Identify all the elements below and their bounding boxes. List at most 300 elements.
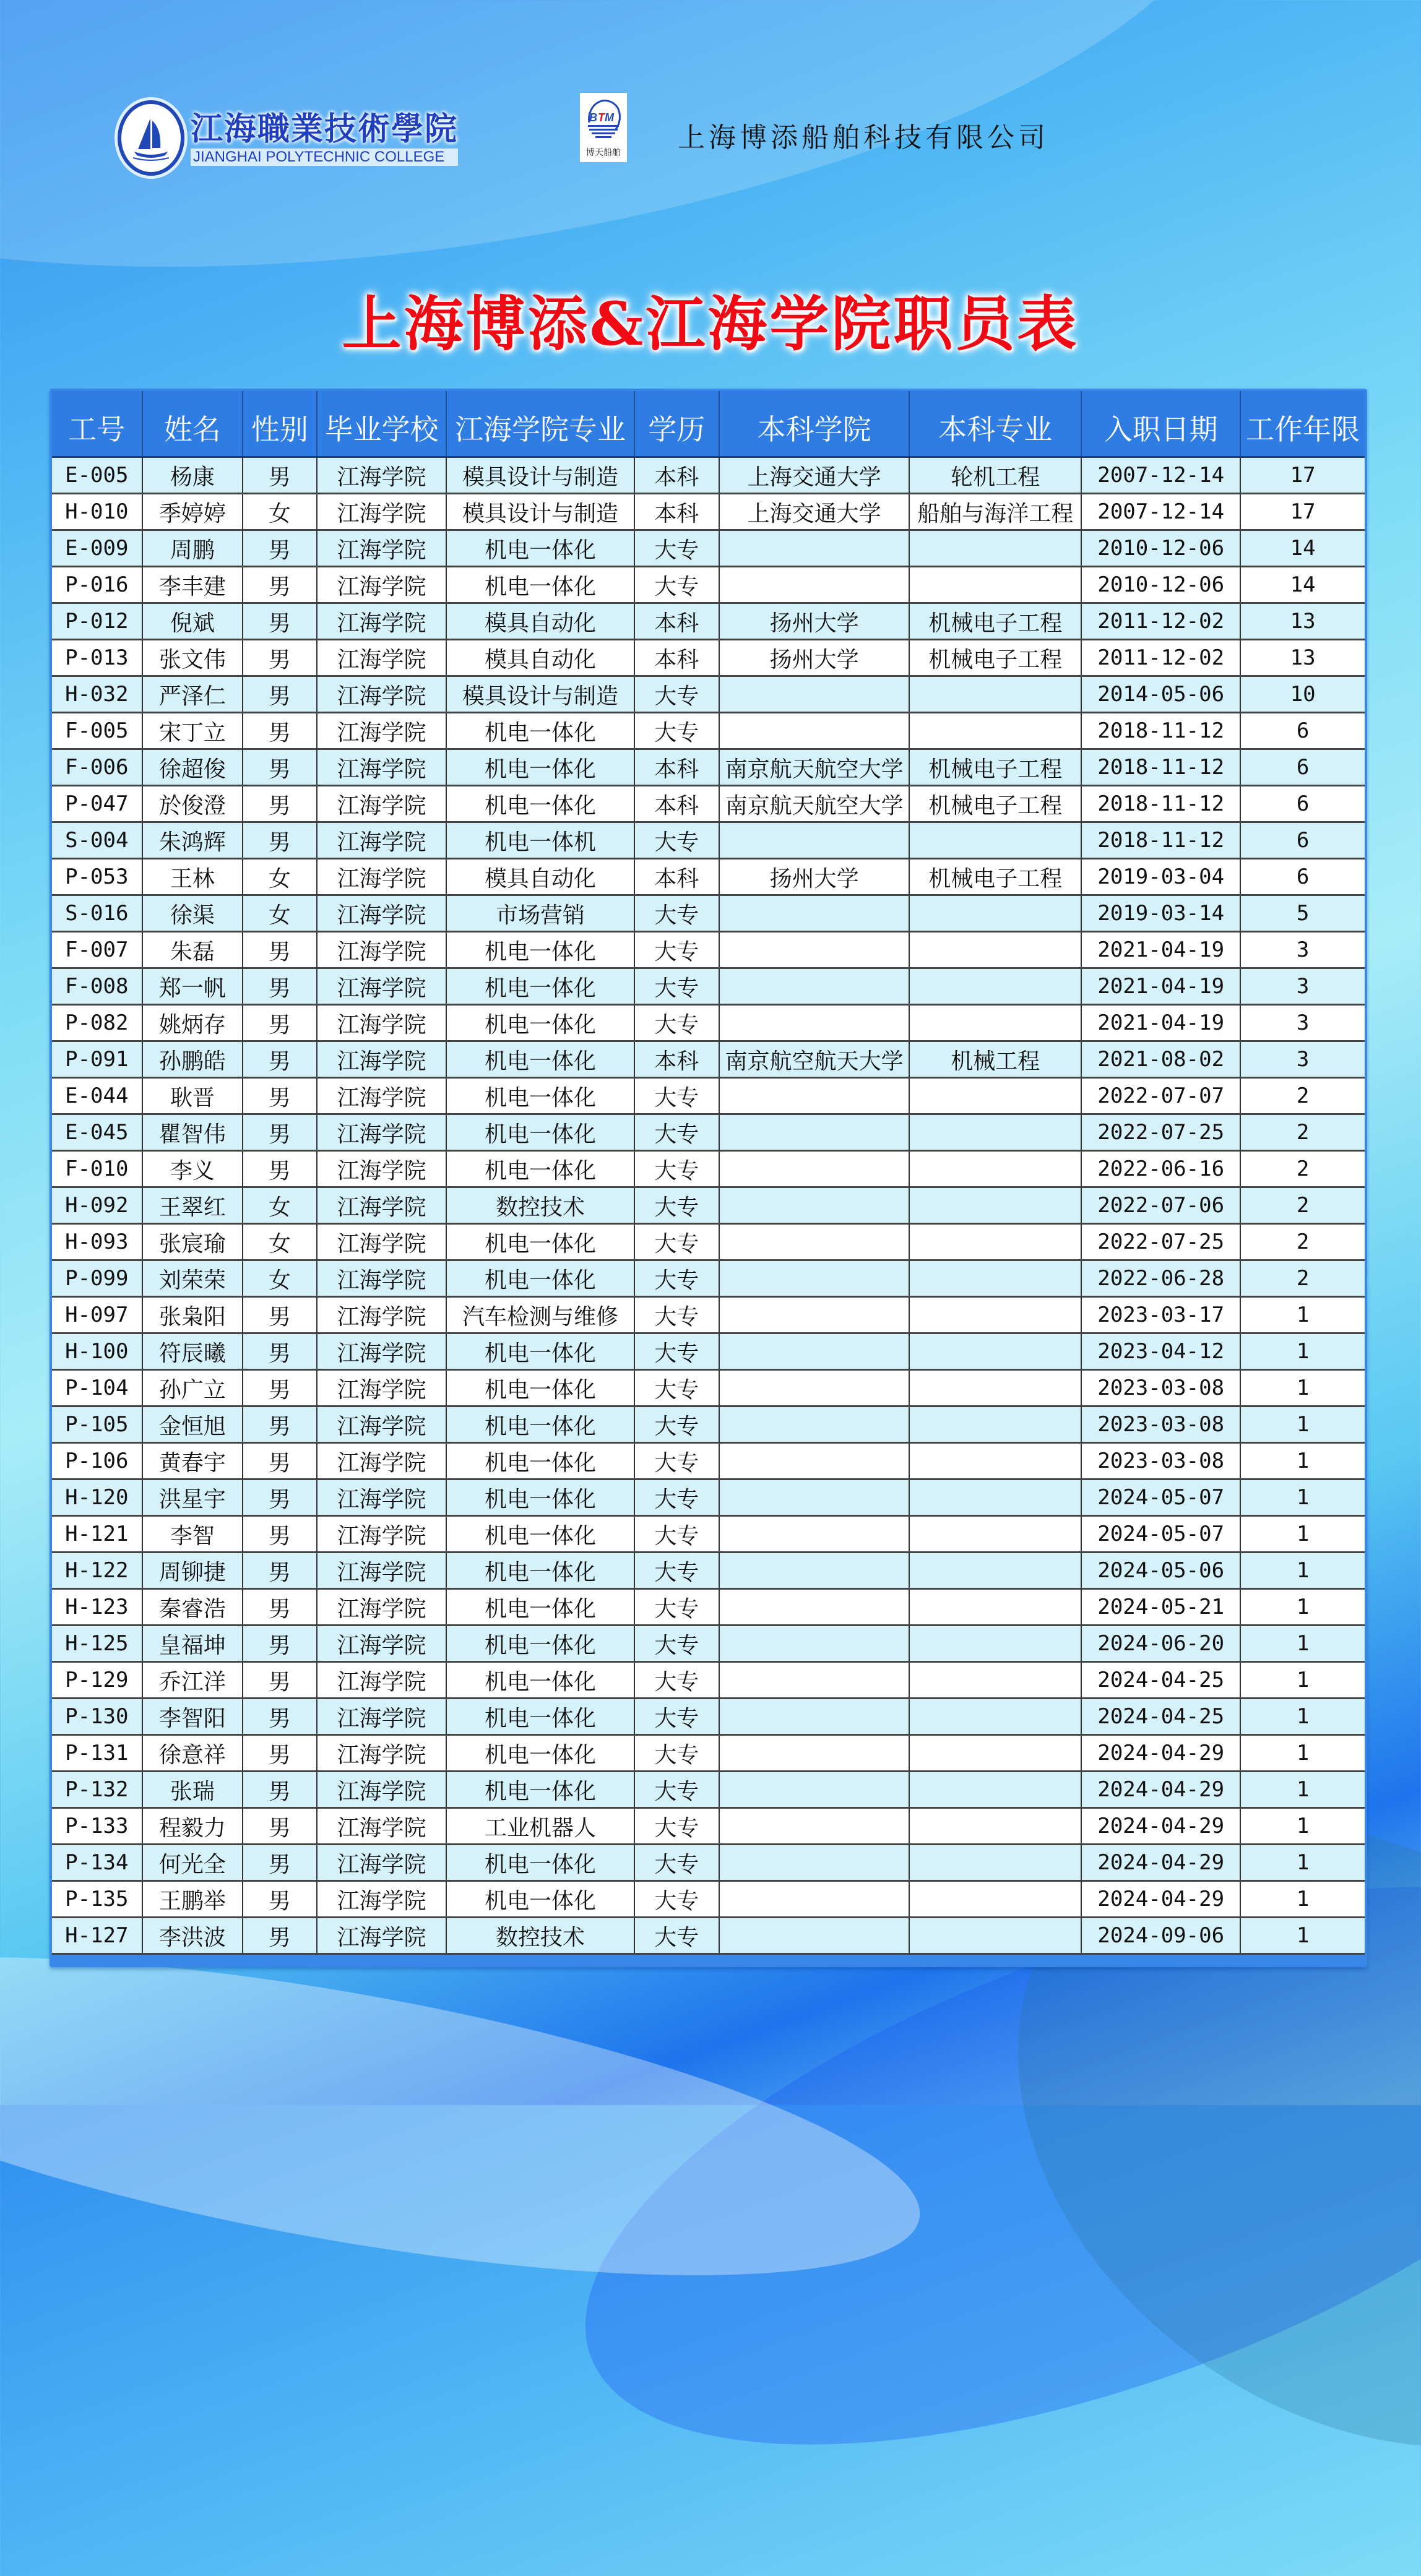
table-row <box>52 1735 1365 1772</box>
cell-name: 於俊澄 <box>142 786 243 822</box>
table-row <box>52 1114 1365 1151</box>
table-row <box>52 1662 1365 1699</box>
cell-name: 周鹏 <box>142 530 243 567</box>
cell-bachelor-major <box>909 932 1081 968</box>
cell-gender: 男 <box>243 1772 316 1808</box>
cell-degree: 大专 <box>634 1260 720 1297</box>
column-header-degree: 学历 <box>634 391 720 457</box>
cell-school: 江海学院 <box>317 1297 447 1333</box>
table-row <box>52 1151 1365 1187</box>
cell-jh-major: 机电一体化 <box>446 1735 634 1772</box>
cell-gender: 男 <box>243 749 316 786</box>
cell-bachelor-college <box>719 713 909 749</box>
cell-degree: 大专 <box>634 1151 720 1187</box>
cell-degree: 本科 <box>634 603 720 640</box>
header <box>0 93 1421 173</box>
cell-jh-major: 机电一体化 <box>446 932 634 968</box>
cell-bachelor-major <box>909 1845 1081 1881</box>
cell-gender: 男 <box>243 1808 316 1845</box>
cell-school: 江海学院 <box>317 530 447 567</box>
cell-school: 江海学院 <box>317 1370 447 1406</box>
column-header-gender: 性别 <box>243 391 316 457</box>
cell-bachelor-college <box>719 1589 909 1626</box>
cell-bachelor-major <box>909 1735 1081 1772</box>
table-row <box>52 494 1365 530</box>
cell-gender: 男 <box>243 1516 316 1553</box>
cell-bachelor-college <box>719 1297 909 1333</box>
cell-bachelor-major <box>909 1589 1081 1626</box>
column-header-id: 工号 <box>52 391 142 457</box>
cell-name: 金恒旭 <box>142 1406 243 1443</box>
cell-gender: 男 <box>243 1005 316 1041</box>
cell-hire-date: 2024-05-06 <box>1081 1553 1240 1589</box>
cell-degree: 大专 <box>634 1553 720 1589</box>
cell-id: P-091 <box>52 1041 142 1078</box>
table-row <box>52 1808 1365 1845</box>
cell-school: 江海学院 <box>317 1041 447 1078</box>
cell-jh-major: 机电一体化 <box>446 1443 634 1480</box>
cell-bachelor-college <box>719 1699 909 1735</box>
cell-jh-major: 机电一体化 <box>446 1699 634 1735</box>
cell-hire-date: 2011-12-02 <box>1081 640 1240 676</box>
cell-id: E-044 <box>52 1078 142 1114</box>
cell-school: 江海学院 <box>317 1918 447 1954</box>
table-row <box>52 968 1365 1005</box>
cell-hire-date: 2007-12-14 <box>1081 494 1240 530</box>
table-row <box>52 822 1365 859</box>
cell-bachelor-major <box>909 1260 1081 1297</box>
cell-school: 江海学院 <box>317 457 447 494</box>
cell-name: 郑一帆 <box>142 968 243 1005</box>
cell-gender: 男 <box>243 530 316 567</box>
cell-jh-major: 模具设计与制造 <box>446 494 634 530</box>
table-row <box>52 1297 1365 1333</box>
cell-hire-date: 2021-04-19 <box>1081 1005 1240 1041</box>
cell-hire-date: 2024-04-29 <box>1081 1845 1240 1881</box>
cell-hire-date: 2023-03-08 <box>1081 1406 1240 1443</box>
cell-gender: 男 <box>243 676 316 713</box>
table-row <box>52 530 1365 567</box>
cell-bachelor-major: 机械电子工程 <box>909 859 1081 895</box>
cell-gender: 女 <box>243 895 316 932</box>
cell-gender: 男 <box>243 1589 316 1626</box>
table-row <box>52 1626 1365 1662</box>
table-row <box>52 1370 1365 1406</box>
cell-years: 3 <box>1240 968 1365 1005</box>
cell-id: P-105 <box>52 1406 142 1443</box>
table-row <box>52 932 1365 968</box>
cell-id: P-129 <box>52 1662 142 1699</box>
column-header-bachelor-major: 本科专业 <box>909 391 1081 457</box>
table-row <box>52 1005 1365 1041</box>
cell-bachelor-college <box>719 1406 909 1443</box>
staff-table-container <box>50 389 1367 1967</box>
cell-hire-date: 2024-04-29 <box>1081 1808 1240 1845</box>
cell-bachelor-college <box>719 1662 909 1699</box>
cell-school: 江海学院 <box>317 749 447 786</box>
cell-bachelor-major <box>909 1480 1081 1516</box>
cell-hire-date: 2019-03-04 <box>1081 859 1240 895</box>
cell-gender: 女 <box>243 494 316 530</box>
cell-degree: 大专 <box>634 1480 720 1516</box>
cell-school: 江海学院 <box>317 1224 447 1260</box>
svg-text:T: T <box>598 111 605 124</box>
cell-bachelor-college <box>719 1114 909 1151</box>
cell-bachelor-major <box>909 1918 1081 1954</box>
cell-school: 江海学院 <box>317 822 447 859</box>
cell-bachelor-major <box>909 530 1081 567</box>
cell-hire-date: 2024-04-29 <box>1081 1772 1240 1808</box>
cell-hire-date: 2019-03-14 <box>1081 895 1240 932</box>
cell-jh-major: 机电一体化 <box>446 749 634 786</box>
cell-name: 王翠红 <box>142 1187 243 1224</box>
cell-hire-date: 2018-11-12 <box>1081 749 1240 786</box>
cell-hire-date: 2010-12-06 <box>1081 530 1240 567</box>
cell-degree: 本科 <box>634 859 720 895</box>
cell-id: P-135 <box>52 1881 142 1918</box>
cell-gender: 男 <box>243 1078 316 1114</box>
table-row <box>52 603 1365 640</box>
cell-jh-major: 机电一体化 <box>446 1005 634 1041</box>
cell-jh-major: 机电一体化 <box>446 1881 634 1918</box>
cell-bachelor-major <box>909 822 1081 859</box>
cell-jh-major: 模具设计与制造 <box>446 457 634 494</box>
cell-id: H-127 <box>52 1918 142 1954</box>
cell-gender: 男 <box>243 1443 316 1480</box>
cell-gender: 男 <box>243 1041 316 1078</box>
cell-degree: 大专 <box>634 1333 720 1370</box>
table-row <box>52 1041 1365 1078</box>
cell-jh-major: 数控技术 <box>446 1918 634 1954</box>
cell-id: P-133 <box>52 1808 142 1845</box>
cell-id: E-009 <box>52 530 142 567</box>
cell-jh-major: 数控技术 <box>446 1187 634 1224</box>
cell-gender: 男 <box>243 1699 316 1735</box>
cell-name: 姚炳存 <box>142 1005 243 1041</box>
cell-years: 17 <box>1240 457 1365 494</box>
cell-school: 江海学院 <box>317 1626 447 1662</box>
cell-school: 江海学院 <box>317 1589 447 1626</box>
cell-degree: 大专 <box>634 1005 720 1041</box>
cell-bachelor-major <box>909 1662 1081 1699</box>
cell-hire-date: 2024-05-07 <box>1081 1516 1240 1553</box>
cell-gender: 男 <box>243 1626 316 1662</box>
cell-bachelor-college <box>719 1626 909 1662</box>
cell-bachelor-college <box>719 1845 909 1881</box>
cell-years: 2 <box>1240 1114 1365 1151</box>
cell-years: 3 <box>1240 1041 1365 1078</box>
cell-id: F-006 <box>52 749 142 786</box>
cell-gender: 男 <box>243 1918 316 1954</box>
cell-school: 江海学院 <box>317 1662 447 1699</box>
cell-name: 张宸瑜 <box>142 1224 243 1260</box>
cell-bachelor-major: 机械工程 <box>909 1041 1081 1078</box>
cell-id: H-125 <box>52 1626 142 1662</box>
cell-bachelor-college <box>719 1224 909 1260</box>
cell-degree: 大专 <box>634 1772 720 1808</box>
table-row <box>52 1845 1365 1881</box>
cell-years: 1 <box>1240 1881 1365 1918</box>
cell-school: 江海学院 <box>317 1114 447 1151</box>
cell-bachelor-major <box>909 895 1081 932</box>
table-row <box>52 1516 1365 1553</box>
cell-degree: 大专 <box>634 567 720 603</box>
cell-gender: 男 <box>243 1480 316 1516</box>
cell-id: P-134 <box>52 1845 142 1881</box>
table-header-row <box>52 391 1365 457</box>
cell-bachelor-major <box>909 1516 1081 1553</box>
cell-id: E-005 <box>52 457 142 494</box>
cell-bachelor-college <box>719 1772 909 1808</box>
cell-bachelor-college <box>719 1516 909 1553</box>
cell-degree: 大专 <box>634 822 720 859</box>
cell-bachelor-college <box>719 1151 909 1187</box>
cell-jh-major: 机电一体化 <box>446 1480 634 1516</box>
cell-years: 1 <box>1240 1480 1365 1516</box>
cell-bachelor-college <box>719 1005 909 1041</box>
cell-degree: 本科 <box>634 494 720 530</box>
cell-bachelor-major <box>909 1808 1081 1845</box>
cell-years: 13 <box>1240 640 1365 676</box>
cell-id: P-099 <box>52 1260 142 1297</box>
cell-name: 季婷婷 <box>142 494 243 530</box>
cell-bachelor-major <box>909 1151 1081 1187</box>
cell-bachelor-major: 轮机工程 <box>909 457 1081 494</box>
cell-degree: 大专 <box>634 1881 720 1918</box>
cell-degree: 本科 <box>634 457 720 494</box>
cell-name: 王鹏举 <box>142 1881 243 1918</box>
cell-name: 周铆捷 <box>142 1553 243 1589</box>
cell-name: 朱磊 <box>142 932 243 968</box>
cell-bachelor-major <box>909 1443 1081 1480</box>
cell-hire-date: 2018-11-12 <box>1081 822 1240 859</box>
cell-school: 江海学院 <box>317 603 447 640</box>
cell-degree: 大专 <box>634 1589 720 1626</box>
cell-bachelor-major <box>909 1881 1081 1918</box>
cell-id: P-012 <box>52 603 142 640</box>
cell-school: 江海学院 <box>317 895 447 932</box>
cell-degree: 大专 <box>634 932 720 968</box>
cell-degree: 大专 <box>634 1918 720 1954</box>
cell-gender: 男 <box>243 822 316 859</box>
cell-bachelor-major <box>909 1078 1081 1114</box>
cell-jh-major: 机电一体化 <box>446 567 634 603</box>
cell-id: H-010 <box>52 494 142 530</box>
cell-hire-date: 2024-04-29 <box>1081 1735 1240 1772</box>
cell-jh-major: 机电一体化 <box>446 1114 634 1151</box>
cell-school: 江海学院 <box>317 1333 447 1370</box>
cell-school: 江海学院 <box>317 1735 447 1772</box>
cell-id: H-092 <box>52 1187 142 1224</box>
cell-gender: 男 <box>243 567 316 603</box>
cell-gender: 男 <box>243 1333 316 1370</box>
cell-hire-date: 2023-04-12 <box>1081 1333 1240 1370</box>
cell-hire-date: 2021-04-19 <box>1081 932 1240 968</box>
table-row <box>52 1699 1365 1735</box>
cell-school: 江海学院 <box>317 1406 447 1443</box>
cell-jh-major: 机电一体化 <box>446 1662 634 1699</box>
cell-years: 3 <box>1240 1005 1365 1041</box>
cell-jh-major: 机电一体化 <box>446 1553 634 1589</box>
company-logo <box>580 93 627 162</box>
cell-name: 李洪波 <box>142 1918 243 1954</box>
cell-gender: 男 <box>243 1553 316 1589</box>
cell-school: 江海学院 <box>317 1808 447 1845</box>
cell-years: 1 <box>1240 1626 1365 1662</box>
cell-bachelor-college: 扬州大学 <box>719 640 909 676</box>
cell-hire-date: 2021-04-19 <box>1081 968 1240 1005</box>
cell-name: 李智 <box>142 1516 243 1553</box>
cell-bachelor-major <box>909 1333 1081 1370</box>
table-row <box>52 1224 1365 1260</box>
table-row <box>52 1333 1365 1370</box>
cell-school: 江海学院 <box>317 1260 447 1297</box>
cell-bachelor-major <box>909 1005 1081 1041</box>
cell-bachelor-college: 南京航天航空大学 <box>719 749 909 786</box>
cell-bachelor-college <box>719 676 909 713</box>
staff-table <box>52 391 1365 1955</box>
cell-jh-major: 机电一体化 <box>446 1151 634 1187</box>
cell-id: P-132 <box>52 1772 142 1808</box>
cell-gender: 男 <box>243 713 316 749</box>
cell-name: 洪星宇 <box>142 1480 243 1516</box>
cell-jh-major: 机电一体化 <box>446 1370 634 1406</box>
cell-degree: 大专 <box>634 1808 720 1845</box>
cell-hire-date: 2024-05-21 <box>1081 1589 1240 1626</box>
cell-id: P-082 <box>52 1005 142 1041</box>
cell-bachelor-major <box>909 1114 1081 1151</box>
cell-jh-major: 机电一体化 <box>446 1333 634 1370</box>
cell-years: 13 <box>1240 603 1365 640</box>
cell-years: 1 <box>1240 1553 1365 1589</box>
cell-gender: 女 <box>243 1187 316 1224</box>
cell-bachelor-major <box>909 1224 1081 1260</box>
cell-school: 江海学院 <box>317 713 447 749</box>
cell-name: 张瑞 <box>142 1772 243 1808</box>
cell-years: 1 <box>1240 1297 1365 1333</box>
cell-bachelor-major: 船舶与海洋工程 <box>909 494 1081 530</box>
cell-bachelor-major <box>909 567 1081 603</box>
cell-gender: 男 <box>243 1114 316 1151</box>
table-row <box>52 567 1365 603</box>
cell-bachelor-college: 南京航空航天大学 <box>719 1041 909 1078</box>
table-row <box>52 1918 1365 1954</box>
cell-school: 江海学院 <box>317 1553 447 1589</box>
cell-gender: 男 <box>243 968 316 1005</box>
cell-id: H-123 <box>52 1589 142 1626</box>
cell-name: 杨康 <box>142 457 243 494</box>
cell-years: 1 <box>1240 1699 1365 1735</box>
cell-name: 孙鹏皓 <box>142 1041 243 1078</box>
cell-jh-major: 机电一体化 <box>446 1078 634 1114</box>
cell-school: 江海学院 <box>317 567 447 603</box>
cell-degree: 大专 <box>634 1406 720 1443</box>
company-logo-caption: 博天船舶 <box>586 148 621 158</box>
cell-bachelor-major <box>909 1297 1081 1333</box>
cell-years: 1 <box>1240 1370 1365 1406</box>
page-title: 上海博添&江海学院职员表 <box>342 289 1079 359</box>
cell-school: 江海学院 <box>317 1845 447 1881</box>
cell-bachelor-major <box>909 713 1081 749</box>
column-header-jh-major: 江海学院专业 <box>446 391 634 457</box>
cell-name: 徐意祥 <box>142 1735 243 1772</box>
cell-degree: 大专 <box>634 1114 720 1151</box>
cell-name: 刘荣荣 <box>142 1260 243 1297</box>
cell-name: 何光全 <box>142 1845 243 1881</box>
cell-school: 江海学院 <box>317 1078 447 1114</box>
cell-hire-date: 2022-06-16 <box>1081 1151 1240 1187</box>
cell-degree: 大专 <box>634 1224 720 1260</box>
cell-degree: 大专 <box>634 1443 720 1480</box>
column-header-name: 姓名 <box>142 391 243 457</box>
column-header-school: 毕业学校 <box>317 391 447 457</box>
table-row <box>52 640 1365 676</box>
cell-id: P-130 <box>52 1699 142 1735</box>
cell-name: 孙广立 <box>142 1370 243 1406</box>
cell-hire-date: 2022-07-25 <box>1081 1224 1240 1260</box>
cell-school: 江海学院 <box>317 640 447 676</box>
cell-degree: 大专 <box>634 1699 720 1735</box>
cell-gender: 女 <box>243 1224 316 1260</box>
cell-degree: 大专 <box>634 1297 720 1333</box>
cell-degree: 本科 <box>634 1041 720 1078</box>
cell-hire-date: 2022-06-28 <box>1081 1260 1240 1297</box>
cell-name: 张枭阳 <box>142 1297 243 1333</box>
cell-hire-date: 2024-04-25 <box>1081 1662 1240 1699</box>
cell-name: 皇福坤 <box>142 1626 243 1662</box>
cell-school: 江海学院 <box>317 859 447 895</box>
cell-name: 李义 <box>142 1151 243 1187</box>
cell-id: P-131 <box>52 1735 142 1772</box>
cell-id: S-004 <box>52 822 142 859</box>
table-row <box>52 1772 1365 1808</box>
cell-years: 6 <box>1240 786 1365 822</box>
cell-bachelor-college <box>719 932 909 968</box>
cell-bachelor-college <box>719 1735 909 1772</box>
cell-id: F-008 <box>52 968 142 1005</box>
cell-bachelor-major <box>909 968 1081 1005</box>
cell-school: 江海学院 <box>317 786 447 822</box>
cell-id: P-047 <box>52 786 142 822</box>
cell-hire-date: 2018-11-12 <box>1081 786 1240 822</box>
cell-years: 14 <box>1240 567 1365 603</box>
cell-gender: 男 <box>243 1735 316 1772</box>
cell-id: E-045 <box>52 1114 142 1151</box>
cell-hire-date: 2024-04-29 <box>1081 1881 1240 1918</box>
cell-name: 徐渠 <box>142 895 243 932</box>
cell-years: 1 <box>1240 1589 1365 1626</box>
cell-id: H-032 <box>52 676 142 713</box>
cell-bachelor-college <box>719 968 909 1005</box>
cell-name: 徐超俊 <box>142 749 243 786</box>
cell-name: 符辰曦 <box>142 1333 243 1370</box>
cell-bachelor-college <box>719 1443 909 1480</box>
cell-id: P-104 <box>52 1370 142 1406</box>
table-row <box>52 457 1365 494</box>
cell-school: 江海学院 <box>317 1699 447 1735</box>
cell-jh-major: 模具自动化 <box>446 640 634 676</box>
cell-bachelor-college <box>719 530 909 567</box>
cell-name: 程毅力 <box>142 1808 243 1845</box>
cell-jh-major: 机电一体化 <box>446 713 634 749</box>
cell-bachelor-major <box>909 676 1081 713</box>
cell-bachelor-college <box>719 895 909 932</box>
cell-jh-major: 汽车检测与维修 <box>446 1297 634 1333</box>
cell-hire-date: 2022-07-06 <box>1081 1187 1240 1224</box>
cell-bachelor-major: 机械电子工程 <box>909 640 1081 676</box>
college-name-cn: 江海職業技術學院 <box>191 110 459 148</box>
cell-school: 江海学院 <box>317 1772 447 1808</box>
